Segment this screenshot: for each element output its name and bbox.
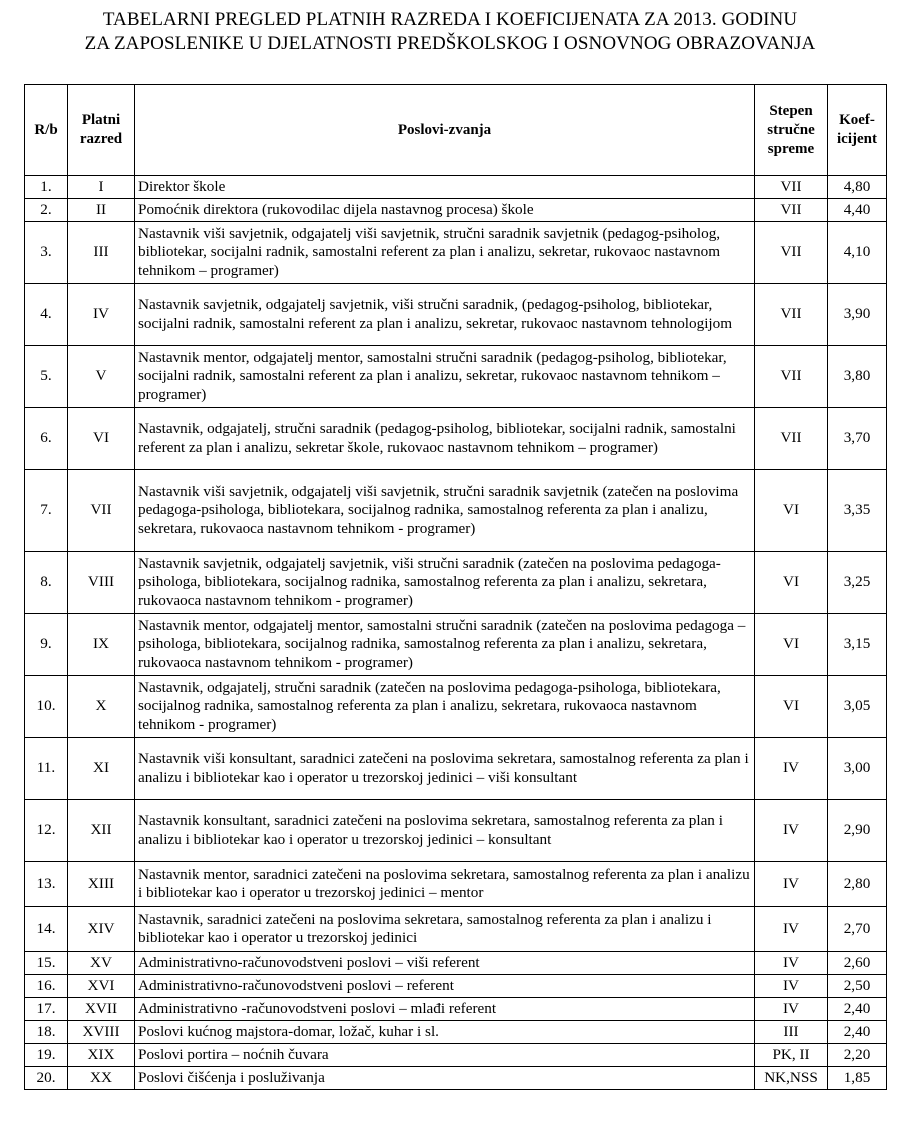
cell-rb: 6. [25,408,68,470]
table-row [25,199,887,222]
cell-stepen-strucne-spreme: VII [755,222,828,284]
cell-rb: 18. [25,1021,68,1044]
cell-poslovi-zvanja: Administrativno-računovodstveni poslovi – viši referent [135,952,755,975]
cell-koeficijent: 3,70 [828,408,887,470]
cell-platni-razred: XV [68,952,135,975]
cell-koeficijent: 2,40 [828,998,887,1021]
table-body [25,176,887,1090]
cell-stepen-strucne-spreme: VI [755,470,828,552]
table-row [25,800,887,862]
cell-rb: 2. [25,199,68,222]
cell-stepen-strucne-spreme: NK,NSS [755,1067,828,1090]
cell-koeficijent: 3,15 [828,614,887,676]
header-platni-razred: Platni razred [68,85,135,176]
cell-poslovi-zvanja: Nastavnik mentor, saradnici zatečeni na poslovima sekretara, samostalnog referenta za plan i analizu i bibliotekar kao i operator u trezorskoj jedinici – mentor [135,862,755,907]
header-poslovi-zvanja: Poslovi-zvanja [135,85,755,176]
cell-rb: 11. [25,738,68,800]
cell-stepen-strucne-spreme: IV [755,952,828,975]
cell-platni-razred: XII [68,800,135,862]
table-row [25,284,887,346]
cell-rb: 3. [25,222,68,284]
cell-platni-razred: X [68,676,135,738]
cell-koeficijent: 2,40 [828,1021,887,1044]
header-rb: R/b [25,85,68,176]
cell-poslovi-zvanja: Nastavnik, saradnici zatečeni na poslovima sekretara, samostalnog referenta za plan i analizu i bibliotekar kao i operator u trezorskoj jedinici [135,907,755,952]
cell-stepen-strucne-spreme: IV [755,862,828,907]
cell-koeficijent: 1,85 [828,1067,887,1090]
table-row [25,614,887,676]
cell-stepen-strucne-spreme: IV [755,998,828,1021]
cell-koeficijent: 4,10 [828,222,887,284]
table-row [25,676,887,738]
cell-platni-razred: XVIII [68,1021,135,1044]
cell-koeficijent: 3,90 [828,284,887,346]
cell-poslovi-zvanja: Nastavnik, odgajatelj, stručni saradnik (zatečen na poslovima pedagoga-psihologa, bibliotekara, socijalnog radnika, samostalnog referenta za plan i analizu, sekretara, rukovaoca nastavnom tehnikom - programer) [135,676,755,738]
cell-koeficijent: 3,25 [828,552,887,614]
cell-platni-razred: V [68,346,135,408]
cell-koeficijent: 2,60 [828,952,887,975]
cell-stepen-strucne-spreme: VI [755,552,828,614]
cell-koeficijent: 2,20 [828,1044,887,1067]
cell-platni-razred: XVII [68,998,135,1021]
cell-poslovi-zvanja: Poslovi portira – noćnih čuvara [135,1044,755,1067]
cell-stepen-strucne-spreme: VII [755,408,828,470]
table-row [25,408,887,470]
cell-koeficijent: 3,80 [828,346,887,408]
cell-poslovi-zvanja: Nastavnik mentor, odgajatelj mentor, samostalni stručni saradnik (zatečen na poslovima pedagoga – psihologa, bibliotekara, socijalnog radnika, samostalnog referenta za plan i analizu, sekretara, rukovaoca nastavnom tehnikom - programer) [135,614,755,676]
cell-stepen-strucne-spreme: PK, II [755,1044,828,1067]
table-row [25,1067,887,1090]
cell-poslovi-zvanja: Administrativno-računovodstveni poslovi – referent [135,975,755,998]
cell-platni-razred: XX [68,1067,135,1090]
table-row [25,222,887,284]
cell-platni-razred: XVI [68,975,135,998]
cell-poslovi-zvanja: Pomoćnik direktora (rukovodilac dijela nastavnog procesa) škole [135,199,755,222]
cell-stepen-strucne-spreme: VI [755,614,828,676]
cell-rb: 5. [25,346,68,408]
cell-platni-razred: II [68,199,135,222]
cell-platni-razred: XI [68,738,135,800]
cell-poslovi-zvanja: Nastavnik savjetnik, odgajatelj savjetnik, viši stručni saradnik, (pedagog-psiholog, bibliotekar, socijalni radnik, samostalni referent za plan i analizu, sekretar, rukovaoc nastavnom tehnologijom [135,284,755,346]
cell-platni-razred: VII [68,470,135,552]
table-row [25,346,887,408]
cell-stepen-strucne-spreme: IV [755,907,828,952]
cell-rb: 9. [25,614,68,676]
table-header-row [25,85,887,176]
cell-rb: 4. [25,284,68,346]
cell-stepen-strucne-spreme: III [755,1021,828,1044]
cell-rb: 1. [25,176,68,199]
table-row [25,862,887,907]
cell-rb: 8. [25,552,68,614]
cell-poslovi-zvanja: Nastavnik viši savjetnik, odgajatelj viši savjetnik, stručni saradnik savjetnik (zatečen na poslovima pedagoga-psihologa, bibliotekara, socijalnog radnika, samostalnog referenta za plan i analizu, sekretara, rukovaoca nastavnom tehnikom - programer) [135,470,755,552]
title-line-1: TABELARNI PREGLED PLATNIH RAZREDA I KOEFICIJENATA ZA 2013. GODINU [102,9,798,30]
cell-rb: 14. [25,907,68,952]
table-row [25,1021,887,1044]
table-row [25,176,887,199]
header-stepen-strucne-spreme: Stepen stručne spreme [755,85,828,176]
cell-platni-razred: IV [68,284,135,346]
cell-koeficijent: 3,00 [828,738,887,800]
cell-stepen-strucne-spreme: VII [755,346,828,408]
table-row [25,1044,887,1067]
cell-koeficijent: 2,90 [828,800,887,862]
cell-stepen-strucne-spreme: VII [755,284,828,346]
cell-platni-razred: XIII [68,862,135,907]
cell-poslovi-zvanja: Nastavnik savjetnik, odgajatelj savjetnik, viši stručni saradnik (zatečen na poslovima pedagoga-psihologa, bibliotekara, socijalnog radnika, samostalnog referenta za plan i analizu, sekretara, rukovaoca nastavnom tehnikom - programer) [135,552,755,614]
table-row [25,552,887,614]
cell-poslovi-zvanja: Nastavnik, odgajatelj, stručni saradnik (pedagog-psiholog, bibliotekar, socijalni radnik, samostalni referent za plan i analizu, sekretar škole, rukovaoc nastavnom tehnikom – programer) [135,408,755,470]
cell-stepen-strucne-spreme: IV [755,975,828,998]
table-row [25,738,887,800]
cell-poslovi-zvanja: Poslovi kućnog majstora-domar, ložač, kuhar i sl. [135,1021,755,1044]
cell-platni-razred: IX [68,614,135,676]
cell-stepen-strucne-spreme: VI [755,676,828,738]
cell-platni-razred: VIII [68,552,135,614]
cell-stepen-strucne-spreme: VII [755,176,828,199]
cell-rb: 13. [25,862,68,907]
cell-rb: 19. [25,1044,68,1067]
cell-platni-razred: VI [68,408,135,470]
cell-koeficijent: 3,35 [828,470,887,552]
cell-platni-razred: III [68,222,135,284]
cell-stepen-strucne-spreme: VII [755,199,828,222]
table-row [25,975,887,998]
salary-grade-table [24,84,887,1090]
cell-platni-razred: I [68,176,135,199]
cell-poslovi-zvanja: Nastavnik viši konsultant, saradnici zatečeni na poslovima sekretara, samostalnog referenta za plan i analizu i bibliotekar kao i operator u trezorskoj jedinici – viši konsultant [135,738,755,800]
table-row [25,952,887,975]
cell-rb: 12. [25,800,68,862]
cell-poslovi-zvanja: Nastavnik mentor, odgajatelj mentor, samostalni stručni saradnik (pedagog-psiholog, bibliotekar, socijalni radnik, samostalni referent za plan i analizu, sekretar, rukovaoc nastavnom tehnikom – programer) [135,346,755,408]
cell-rb: 16. [25,975,68,998]
header-koeficijent: Koef- icijent [828,85,887,176]
table-row [25,907,887,952]
cell-platni-razred: XIX [68,1044,135,1067]
cell-koeficijent: 3,05 [828,676,887,738]
cell-koeficijent: 4,40 [828,199,887,222]
table-row [25,470,887,552]
cell-stepen-strucne-spreme: IV [755,738,828,800]
cell-rb: 17. [25,998,68,1021]
cell-poslovi-zvanja: Direktor škole [135,176,755,199]
cell-rb: 20. [25,1067,68,1090]
cell-koeficijent: 2,50 [828,975,887,998]
cell-poslovi-zvanja: Poslovi čišćenja i posluživanja [135,1067,755,1090]
table-row [25,998,887,1021]
title-line-2: ZA ZAPOSLENIKE U DJELATNOSTI PREDŠKOLSKOG I OSNOVNOG OBRAZOVANJA [84,33,816,54]
cell-stepen-strucne-spreme: IV [755,800,828,862]
cell-rb: 7. [25,470,68,552]
cell-poslovi-zvanja: Nastavnik viši savjetnik, odgajatelj viši savjetnik, stručni saradnik savjetnik (pedagog-psiholog, bibliotekar, socijalni radnik, samostalni referent za plan i analizu, sekretar, rukovaoc nastavnom tehnikom – programer) [135,222,755,284]
document-title [0,8,900,56]
cell-koeficijent: 4,80 [828,176,887,199]
cell-rb: 15. [25,952,68,975]
cell-poslovi-zvanja: Nastavnik konsultant, saradnici zatečeni na poslovima sekretara, samostalnog referenta za plan i analizu i bibliotekar kao i operator u trezorskoj jedinici – konsultant [135,800,755,862]
cell-koeficijent: 2,70 [828,907,887,952]
cell-poslovi-zvanja: Administrativno -računovodstveni poslovi – mlađi referent [135,998,755,1021]
cell-koeficijent: 2,80 [828,862,887,907]
cell-rb: 10. [25,676,68,738]
cell-platni-razred: XIV [68,907,135,952]
